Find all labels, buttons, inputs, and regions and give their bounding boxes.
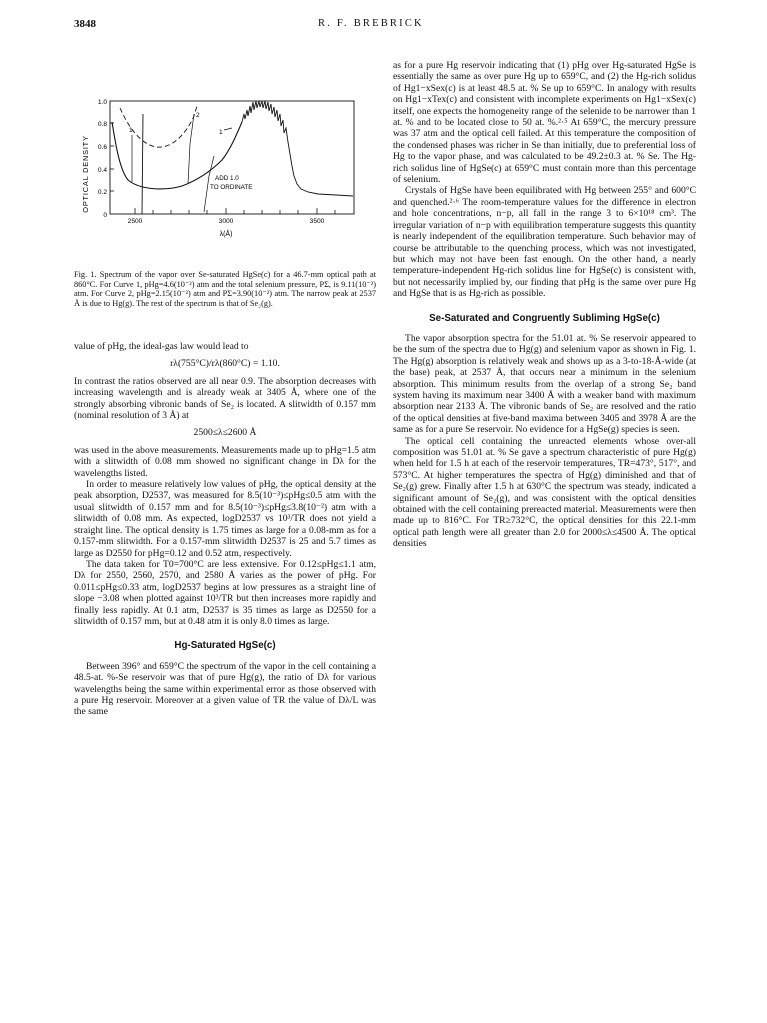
plot-frame [110,101,354,214]
annotation-add-label: ADD 1.0 [215,175,239,182]
y-tick-label: 0.4 [97,167,107,174]
x-tick-label: 3500 [309,218,325,225]
right-column [393,60,696,550]
paragraph: The data taken for T0=700°C are less extensive. For 0.12≤pHg≤1.1 atm, Dλ for 2550, 2560, 2570, and 2580 Å varies as the power of pHg. For 0.011≤pHg≤0.33 atm, logD2537 begins at low pressures as a straight line of slope −3.08 when plotted against 10³/TR but then increases more rapidly and finally less rapidly. At 0.1 atm, D2537 is 35 times as large as D2550 for a slitwidth of 0.157 mm, but at 0.48 atm it is only 8.0 times as large. [74,558,376,627]
paragraph: was used in the above measurements. Measurements made up to pHg=1.5 atm with a slitwidth of 0.08 mm showed no significant change in Dλ for the wavelengths listed. [74,444,376,479]
figure-caption: Fig. 1. Spectrum of the vapor over Se-saturated HgSe(c) for a 46.7-mm optical path at 860°C. For Curve 1, pHg=4.6(10⁻²) atm and the total selenium pressure, PΣ, is 9.11(10⁻²) atm. For Curve 2, pHg=2.15(10⁻²) atm and PΣ=3.90(10⁻²) atm. The narrow peak at 2537 Å is due to Hg(g). The rest of the spectrum is that of Se₂(g). [74,270,376,308]
curve-1-label: 1 [129,127,133,134]
paragraph: The optical cell containing the unreacted elements whose over-all composition was 51.01 at. % Se gave a spectrum characteristic of pure Hg(g) when held for 1.5 h at each of the reservoir temperatures, TR=473°, 517°, and 573°C. At higher temperatures the spectra of Hg(g) diminished and that of Se₂(g) grew. Finally after 1.5 h at 630°C the spectrum was steady, indicated a significant amount of Se₂(g), and was consistent with the optical densities obtained with the cell containing prereacted material. Measurements were then made up to 816°C. For TR≥732°C, the optical densities for this 22.1-mm optical path length were all greater than 2.0 for 2000≤λ≤4500 Å. The optical densities [393,435,696,550]
paragraph: value of pHg, the ideal-gas law would lead to [74,341,249,352]
x-tick-label: 3000 [218,218,234,225]
y-tick-label: 0.6 [97,144,107,151]
curve-2-label: 2 [196,112,200,119]
y-tick-label: 0 [103,212,107,219]
section-heading: Hg-Saturated HgSe(c) [174,640,276,652]
paragraph: In contrast the ratios observed are all near 0.9. The absorption decreases with increasing wavelength and is already weak at 3405 Å, where one of the strongly absorbing vibronic bands of Se₂ is located. A slitwidth of 0.157 mm (nominal resolution of 3 Å) at [74,375,376,422]
y-tick-label: 0.2 [97,189,107,196]
page-number: 3848 [74,18,96,30]
annotation-ordinate-label: TO ORDINATE [210,184,253,191]
figure-1-spectrum [74,92,374,264]
x-tick-label: 2500 [127,218,143,225]
equation: 2500≤λ≤2600 Å [193,427,257,439]
section-heading: Se-Saturated and Congruently Subliming HgSe(c) [429,312,660,324]
left-column [74,341,376,718]
paragraph: as for a pure Hg reservoir indicating that (1) pHg over Hg-saturated HgSe is essentially the same as over pure Hg up to 659°C, and (2) the Hg-rich solidus of Hg1−xSex(c) is at least 48.5 at. % Se up to 659°C. In analogy with results on Hg1−xTex(c) and consistent with incomplete experiments on Hg1−xSex(c) itself, one expects the homogeneity range of the selenide to be narrower than 1 at. % and to be located close to 50 at. %.²·⁵ At 659°C, the mercury pressure was 37 atm and the optical cell failed. At this temperature the composition of the condensed phases was richer in Se than initially, due to preferential loss of Hg to the vapor phase, and was calculated to be 49.2±0.3 at. % Se. The Hg-rich solidus line of HgSe(c) at 659°C must contain more than this percentage of selenium. [393,60,696,186]
se2-vibronic-bands [242,101,353,196]
y-tick-label: 1.0 [97,99,107,106]
y-axis-label: OPTICAL DENSITY [81,135,90,213]
hg-2537-peak-line [142,114,143,214]
y-tick-label: 0.8 [97,121,107,128]
curve-1-label-right: 1 [219,129,223,136]
paragraph: In order to measure relatively low values of pHg, the optical density at the peak absorption, D2537, was measured for 8.5(10⁻³)≤pHg≤0.5 atm with the usual slitwidth of 0.157 mm and for 8.5(10⁻³)≤pHg≤3.8(10⁻²) atm with a slitwidth of 0.08 mm. As expected, logD2537 vs 10³/TR does not yield a straight line. The optical density is 1.75 times as large for a 0.08-mm as for a 0.157-mm slitwidth. For a 0.157-mm slitwidth D2537 is 25 and 5.7 times as large as D2550 for pHg=0.12 and 0.52 atm, respectively. [74,479,376,559]
curve-2-leader [188,114,194,184]
paragraph: Crystals of HgSe have been equilibrated with Hg between 255° and 600°C and quenched.²·⁶ The room-temperature values for the difference in electron and hole concentrations, n−p, all fall in the range 3 to 6×10¹⁸ cm³. The irregular variation of n−p with equilibration temperature suggests this quantity is nearly independent of the equilibration temperature. Such behavior may of course be attributable to the quenching process, which was not investigated, but which may not have been fast enough. On the other hand, a nearly temperature-independent Hg-rich solidus line for HgSe(c) is consistent with, but not necessarily implied by, our finding that pHg is the same over pure Hg and HgSe that is as Hg-rich as possible. [393,185,696,300]
paragraph: Between 396° and 659°C the spectrum of the vapor in the cell containing a 48.5-at. %-Se reservoir was that of pure Hg(g), the ratio of Dλ for various wavelengths being the same within experimental error as those observed with a pure Hg reservoir. Moreover at a given value of TR the value of Dλ/L was the same [74,660,376,718]
curve-1-right-leader [224,128,232,130]
paragraph: The vapor absorption spectra for the 51.01 at. % Se reservoir appeared to be the sum of the spectra due to Hg(g) and selenium vapor as shown in Fig. 1. The Hg(g) absorption is relatively weak and shows up as a 3-to-18-Å-wide (at the base) peak, at 2537 Å, that occurs near a minimum in the selenium absorption. This minimum results from the overlap of a strong Se₂ band system having its maximum near 3400 Å with a weaker band with maximum absorption near 2133 Å. The vibronic bands of Se₂ are resolved and the ratio of the optical densities at five-band maxima between 3405 and 3978 Å are the same as for a pure Se reservoir. No evidence for a HgSe(g) species is seen. [393,332,696,436]
equation: rλ(755°C)/rλ(860°C) = 1.10. [170,358,280,370]
x-axis-label: λ(Å) [219,231,233,238]
running-header-author: R. F. BREBRICK [318,18,424,29]
x-ticks [135,208,335,214]
